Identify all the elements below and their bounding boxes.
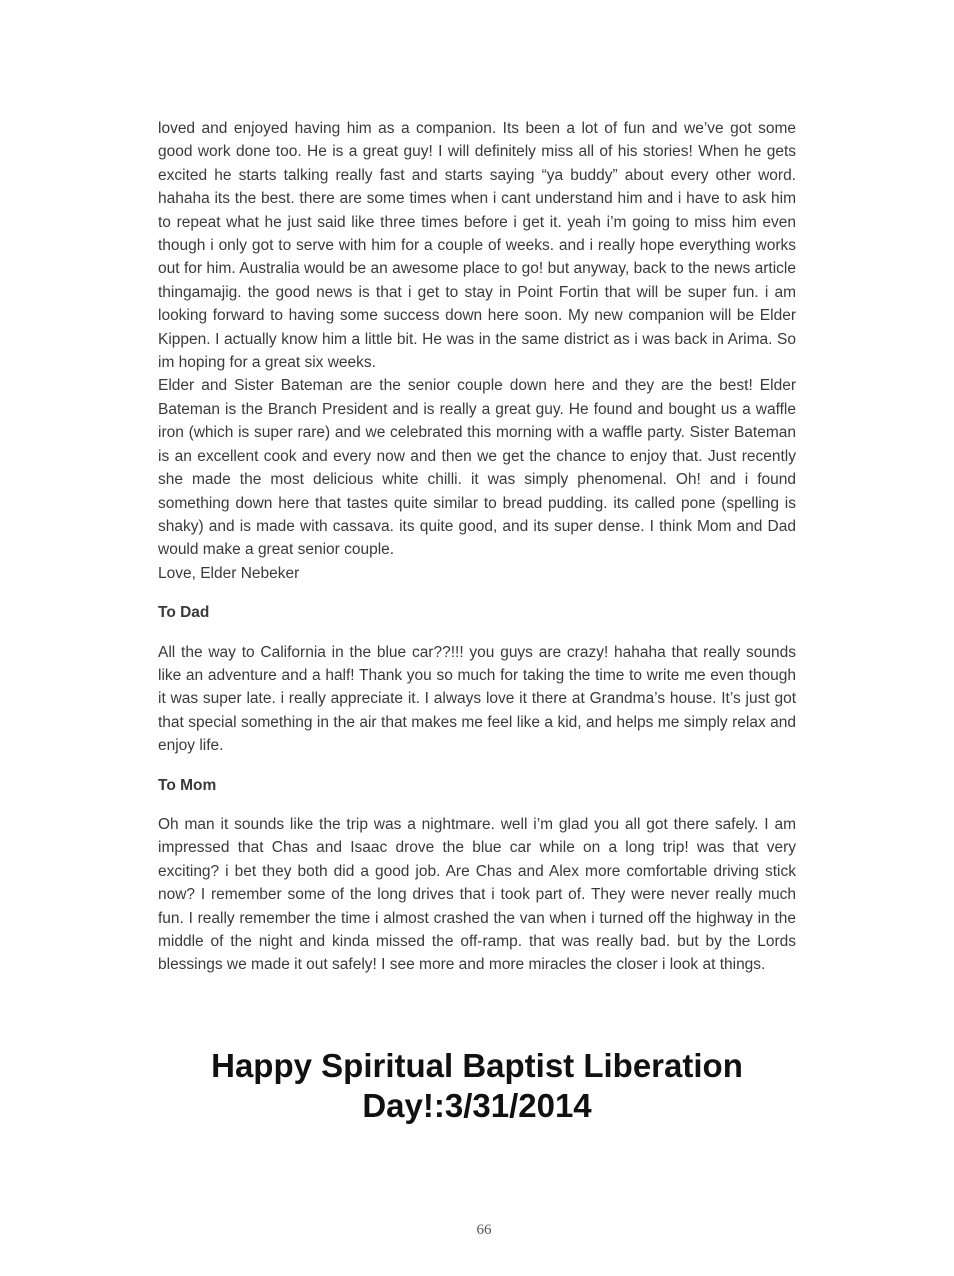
section-title: Happy Spiritual Baptist Liberation Day!:3/31/2014 <box>211 1047 743 1124</box>
letter-signoff: Love, Elder Nebeker <box>158 564 300 582</box>
letter-paragraph: Elder and Sister Bateman are the senior couple down here and they are the best! Elder Bateman is the Branch President and is really a great guy. He found and bought us a waffle iron (which is super rare) and we celebrated this morning with a waffle party. Sister Bateman is an excellent cook and every now and then we get the chance to enjoy that. Just recently she made the most delicious white chilli. it was simply phenomenal. Oh! and i found something down here that tastes quite similar to bread pudding. its called pone (spelling is shaky) and is made with cassava. its quite good, and its super dense. I think Mom and Dad would make a great senior couple. <box>158 377 796 559</box>
letter-body <box>158 117 796 977</box>
letter-paragraph: loved and enjoyed having him as a companion. Its been a lot of fun and we’ve got some good work done too. He is a great guy! I will definitely miss all of his stories! When he gets excited he starts talking really fast and starts saying “ya buddy” about every other word. hahaha its the best. there are some times when i cant understand him and i have to ask him to repeat what he just said like three times before i get it. yeah i’m going to miss him even though i only got to serve with him for a couple of weeks. and i really hope everything works out for him. Australia would be an awesome place to go! but anyway, back to the news article thingamajig. the good news is that i get to stay in Point Fortin that will be super fun. i am looking forward to having some success down here soon. My new companion will be Elder Kippen. I actually know him a little bit. He was in the same district as i was back in Arima. So im hoping for a great six weeks. <box>158 120 796 372</box>
to-mom-paragraph: Oh man it sounds like the trip was a nightmare. well i’m glad you all got there safely. I am impressed that Chas and Isaac drove the blue car while on a long trip! was that very exciting? i bet they both did a good job. Are Chas and Alex more comfortable driving stick now? I remember some of the long drives that i took part of. They were never really much fun. I really remember the time i almost crashed the van when i turned off the highway in the middle of the night and kinda missed the off-ramp. that was really bad. but by the Lords blessings we made it out safely! I see more and more miracles the closer i look at things. <box>158 815 796 974</box>
to-dad-heading: To Dad <box>158 604 210 622</box>
to-mom-heading: To Mom <box>158 776 217 794</box>
page-number: 66 <box>476 1222 492 1238</box>
to-dad-paragraph: All the way to California in the blue car??!!! you guys are crazy! hahaha that really sounds like an adventure and a half! Thank you so much for taking the time to write me even though it was super late. i really appreciate it. I always love it there at Grandma’s house. It’s just got that special something in the air that makes me feel like a kid, and helps me simply relax and enjoy life. <box>158 643 796 755</box>
